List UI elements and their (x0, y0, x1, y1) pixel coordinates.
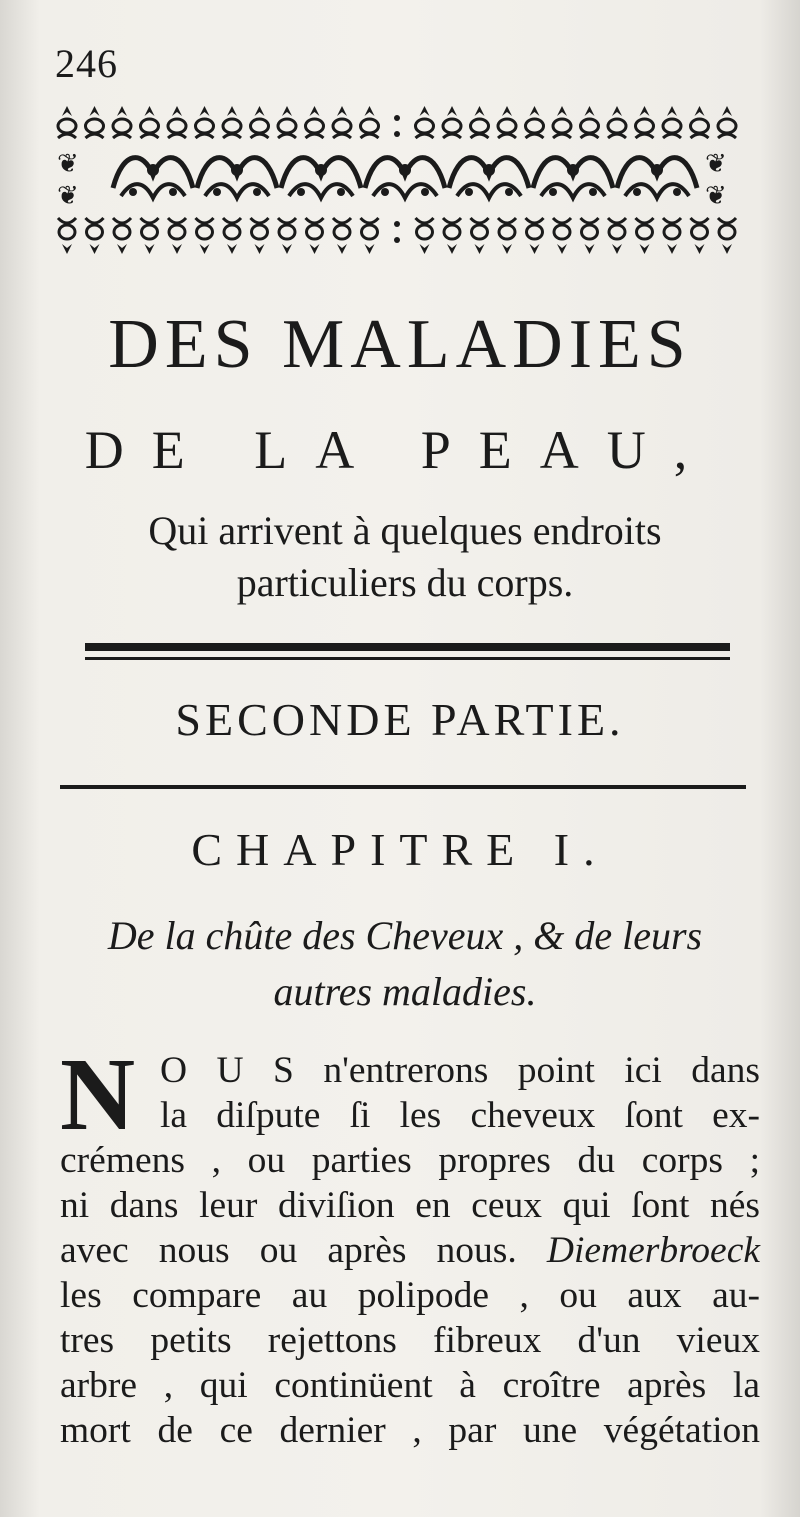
page-title: DES MALADIES (108, 306, 692, 383)
body-line: les compare au polipode , ou aux au- (60, 1275, 760, 1316)
page-subtitle: DE LA PEAU, (84, 420, 716, 480)
chapter-title-line-2: autres maladies. (273, 969, 537, 1014)
svg-text:❦: ❦ (705, 149, 727, 179)
body-line: la diſpute ſi les cheveux ſont ex- (160, 1095, 760, 1136)
single-rule-divider (60, 785, 746, 789)
svg-text:❦: ❦ (57, 181, 79, 211)
svg-text:❦: ❦ (57, 149, 79, 179)
double-rule-divider (85, 643, 730, 665)
part-heading: SECONDE PARTIE. (175, 694, 625, 745)
description-line-2: particuliers du corps. (236, 560, 574, 605)
fleuron-band-icon (55, 100, 745, 260)
body-line (60, 1228, 760, 1273)
title-description (60, 505, 750, 609)
chapter-heading: CHAPITRE I. (191, 824, 609, 875)
page-number: 246 (55, 41, 118, 86)
body-line: arbre , qui continüent à croître après la (60, 1365, 760, 1406)
body-line: tres petits rejettons fibreux d'un vieux (60, 1320, 760, 1361)
drop-cap: N (60, 1037, 136, 1152)
author-name: Diemerbroeck (546, 1230, 760, 1271)
chapter-title (55, 908, 755, 1020)
body-text-run: avec nous ou après nous. (60, 1230, 547, 1271)
svg-text:❦: ❦ (705, 181, 727, 211)
description-line-1: Qui arrivent à quelques endroits (148, 508, 662, 553)
body-line: crémens , ou parties propres du corps ; (60, 1140, 760, 1181)
body-line: O U S n'entrerons point ici dans (160, 1050, 760, 1091)
chapter-title-line-1: De la chûte des Cheveux , & de leurs (107, 913, 703, 958)
body-line: mort de ce dernier , par une végétation (60, 1410, 760, 1451)
double-rule-thick (85, 643, 730, 651)
body-text (60, 1037, 760, 1453)
double-rule-thin (85, 657, 730, 660)
body-line: ni dans leur diviſion en ceux qui ſont nés (60, 1185, 760, 1226)
